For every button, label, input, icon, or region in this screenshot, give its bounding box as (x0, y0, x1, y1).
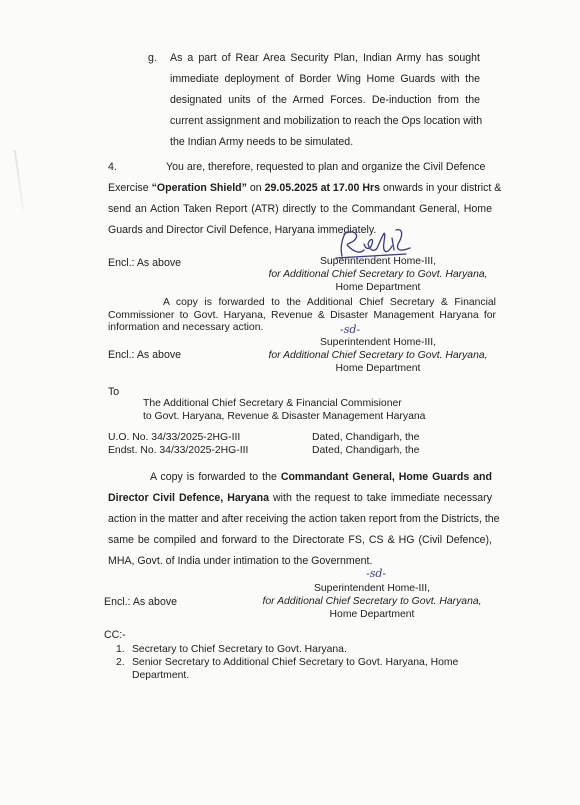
sig2-for: for Additional Chief Secretary to Govt. Haryana, (268, 350, 488, 361)
para-g-line-1: As a part of Rear Area Security Plan, Indian Army has sought (170, 52, 480, 64)
cc-label: CC:- (104, 629, 126, 641)
para-g-line-2: immediate deployment of Border Wing Home Guards with the (170, 73, 480, 85)
uo-number: U.O. No. 34/33/2025-2HG-III (108, 432, 241, 443)
to-line-1: The Additional Chief Secretary & Financial Commisioner (143, 398, 402, 409)
scan-artifact (14, 150, 24, 210)
ref-numbers (108, 432, 248, 457)
to-line-2: to Govt. Haryana, Revenue & Disaster Management Haryana (143, 410, 426, 422)
para-4-line-2: Exercise “Operation Shield” on 29.05.2025 at 17.00 Hrs onwards in your district & (108, 182, 502, 194)
signature-block-1 (258, 255, 498, 294)
copy2-line-4: same be compiled and forward to the Directorate FS, CS & HG (Civil Defence), (108, 534, 492, 546)
encl-2: Encl.: As above (108, 349, 182, 361)
sd-mark-1: -sd- (340, 323, 361, 336)
para-4-marker: 4. (108, 161, 117, 173)
list-item: 1. Secretary to Chief Secretary to Govt. Haryana. (116, 644, 347, 655)
endst-number: Endst. No. 34/33/2025-2HG-III (108, 444, 249, 456)
copy2-line-5: MHA, Govt. of India under intimation to the Government. (108, 555, 373, 567)
encl-3: Encl.: As above (104, 596, 178, 608)
copy-para-1 (108, 297, 496, 335)
copy1-line-1: A copy is forwarded to the Additional Chief Secretary & Financial (163, 297, 496, 308)
cc-list (116, 643, 458, 682)
copy2-line-2: Director Civil Defence, Haryana with the request to take immediate necessary (108, 492, 493, 504)
sig1-title: Superintendent Home-III, (319, 256, 437, 267)
sig1-for: for Additional Chief Secretary to Govt. Haryana, (268, 269, 488, 280)
signature-block-3 (252, 582, 492, 621)
ref-dates (312, 432, 419, 457)
para-g (170, 48, 483, 153)
copy2-line-1: A copy is forwarded to the Commandant General, Home Guards and (150, 471, 492, 483)
exercise-datetime: 29.05.2025 at 17.00 Hrs (264, 182, 381, 194)
list-item: 2. Senior Secretary to Additional Chief Secretary to Govt. Haryana, Home (116, 657, 459, 668)
to-label: To (108, 386, 120, 398)
sig3-for: for Additional Chief Secretary to Govt. Haryana, (262, 596, 482, 607)
to-address (143, 398, 425, 423)
copy-para-2 (108, 467, 500, 572)
copy2-line-3: action in the matter and after receiving the action taken report from the Districts, the (108, 513, 500, 525)
para-g-marker: g. (148, 52, 157, 64)
sig3-dept: Home Department (329, 609, 415, 620)
sd-mark-2: -sd- (366, 567, 387, 580)
para-g-line-5: the Indian Army needs to be simulated. (170, 136, 354, 148)
copy1-line-3: information and necessary action. (108, 322, 264, 333)
para-4-line-3: send an Action Taken Report (ATR) directly to the Commandant General, Home (108, 203, 492, 215)
para-g-line-4: current assignment and mobilization to reach the Ops location with (170, 115, 483, 127)
sig3-title: Superintendent Home-III, (313, 583, 431, 594)
para-4-line-4: Guards and Director Civil Defence, Haryana immediately. (108, 224, 377, 236)
encl-1: Encl.: As above (108, 257, 182, 269)
addressee-bold-2: Director Civil Defence, Haryana (108, 492, 270, 504)
para-4-line-1: You are, therefore, requested to plan and organize the Civil Defence (166, 161, 486, 173)
para-g-line-3: designated units of the Armed Forces. De-induction from the (170, 94, 480, 106)
exercise-name: “Operation Shield” (151, 182, 247, 194)
sig1-dept: Home Department (335, 282, 421, 293)
dated-2: Dated, Chandigarh, the (312, 444, 420, 456)
signature-block-2 (258, 336, 498, 375)
addressee-bold-1: Commandant General, Home Guards and (280, 471, 492, 483)
sig2-dept: Home Department (335, 363, 421, 374)
dated-1: Dated, Chandigarh, the (312, 432, 420, 443)
sig2-title: Superintendent Home-III, (319, 337, 437, 348)
list-item-continuation: Department. (132, 670, 190, 681)
para-4-rest (108, 178, 502, 241)
copy1-line-2: Commissioner to Govt. Haryana, Revenue & Disaster Management Haryana for (108, 309, 496, 321)
